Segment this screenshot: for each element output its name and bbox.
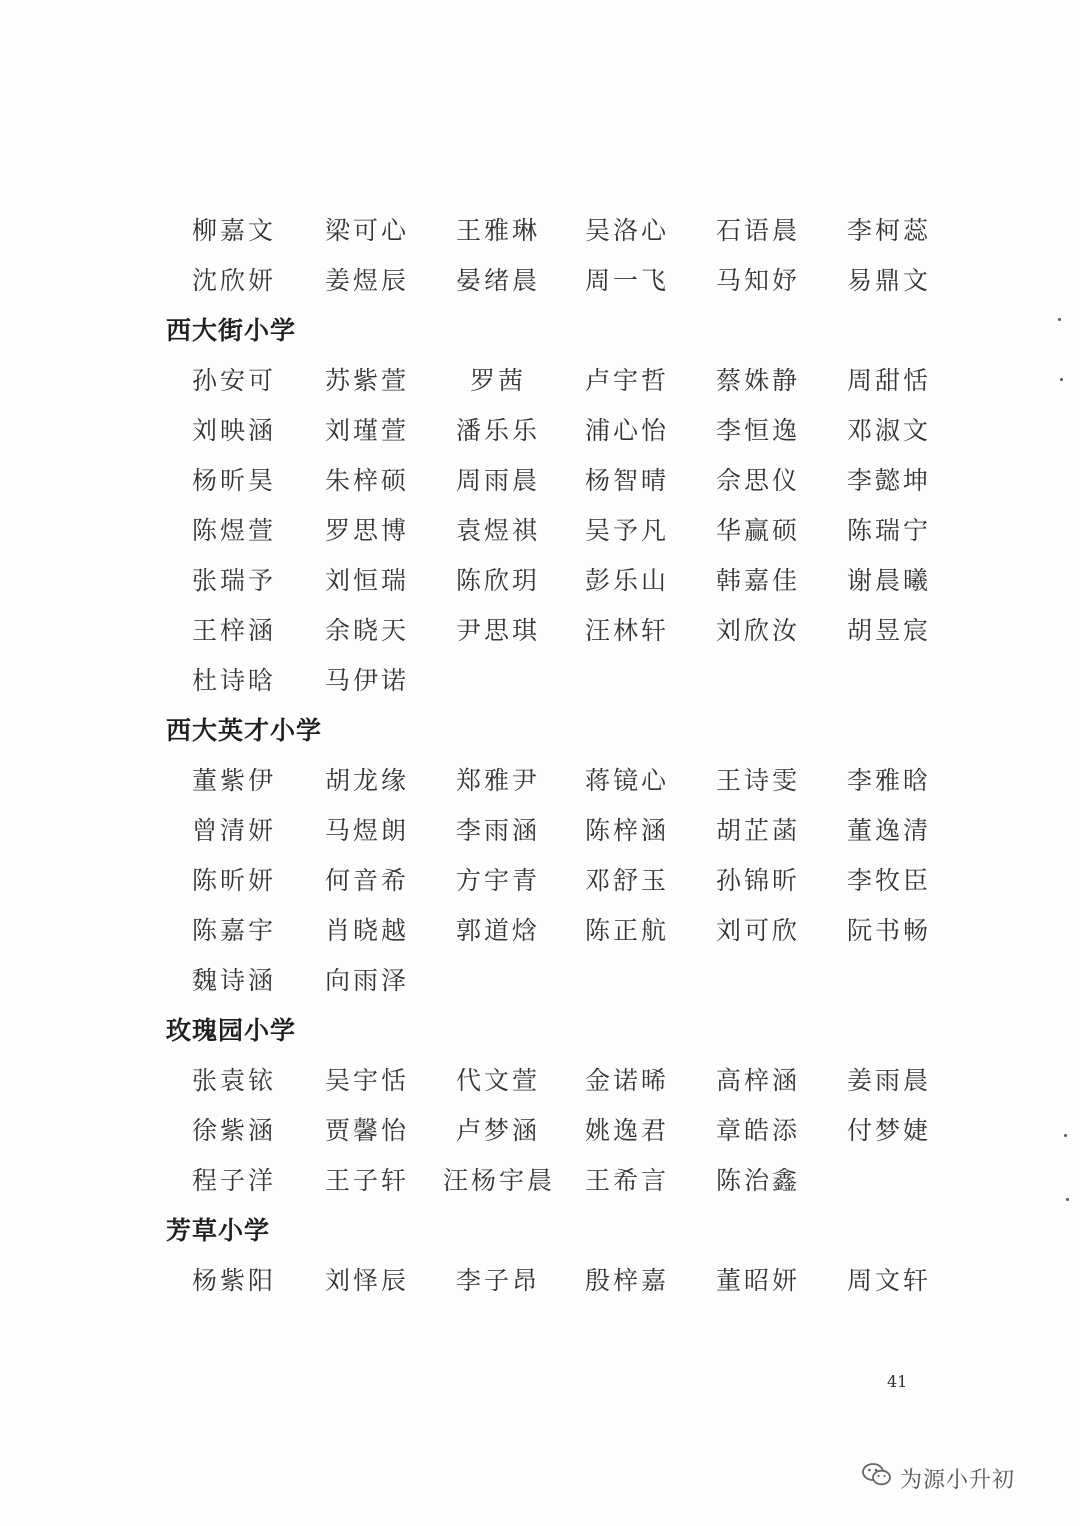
student-name: 马煜朗: [325, 816, 410, 845]
student-name: 韩嘉佳: [716, 566, 801, 595]
student-name: 周文轩: [847, 1266, 932, 1295]
student-name: 魏诗涵: [192, 966, 277, 995]
student-name: 王子轩: [325, 1166, 410, 1195]
student-name: 邓淑文: [847, 416, 932, 445]
student-name: 付梦婕: [847, 1116, 932, 1145]
student-name: 梁可心: [325, 216, 410, 245]
student-name: 柳嘉文: [192, 216, 277, 245]
name-row: [0, 1156, 1080, 1206]
student-name: 李懿坤: [847, 466, 932, 495]
student-name: 李柯蕊: [847, 216, 932, 245]
student-name: 李雅晗: [847, 766, 932, 795]
student-name: 金诺晞: [585, 1066, 670, 1095]
name-row: [0, 456, 1080, 506]
student-name: 周一飞: [585, 266, 670, 295]
student-name: 潘乐乐: [456, 416, 541, 445]
student-name: 胡昱宸: [847, 616, 932, 645]
watermark-text: 为源小升初: [900, 1467, 1016, 1493]
student-name: 彭乐山: [585, 566, 670, 595]
scan-speck: [1066, 1198, 1069, 1201]
student-name: 李恒逸: [716, 416, 801, 445]
student-list: [0, 206, 1080, 1306]
student-name: 汪杨宇晨: [443, 1166, 556, 1195]
watermark: [862, 1458, 1015, 1498]
student-name: 代文萱: [456, 1066, 541, 1095]
student-name: 刘瑾萱: [325, 416, 410, 445]
student-name: 刘怿辰: [325, 1266, 410, 1295]
school-heading: 西大英才小学: [166, 716, 323, 745]
student-name: 贾馨怡: [325, 1116, 410, 1145]
student-name: 晏绪晨: [456, 266, 541, 295]
student-name: 吴宇恬: [325, 1066, 410, 1095]
student-name: 华赢硕: [716, 516, 801, 545]
student-name: 姚逸君: [585, 1116, 670, 1145]
student-name: 尹思琪: [456, 616, 541, 645]
student-name: 张瑞予: [192, 566, 277, 595]
student-name: 朱梓硕: [325, 466, 410, 495]
name-row: [0, 606, 1080, 656]
student-name: 谢晨曦: [847, 566, 932, 595]
student-name: 陈欣玥: [456, 566, 541, 595]
student-name: 郭道焓: [456, 916, 541, 945]
student-name: 徐紫涵: [192, 1116, 277, 1145]
student-name: 李子昂: [456, 1266, 541, 1295]
wechat-icon: [862, 1462, 892, 1494]
student-name: 姜煜辰: [325, 266, 410, 295]
student-name: 王梓涵: [192, 616, 277, 645]
name-row: [0, 956, 1080, 1006]
student-name: 程子洋: [192, 1166, 277, 1195]
student-name: 蔡姝静: [716, 366, 801, 395]
student-name: 吴洛心: [585, 216, 670, 245]
student-name: 余晓天: [325, 616, 410, 645]
student-name: 杨昕昊: [192, 466, 277, 495]
student-name: 殷梓嘉: [585, 1266, 670, 1295]
student-name: 方宇青: [456, 866, 541, 895]
school-heading: 玫瑰园小学: [166, 1016, 297, 1045]
student-name: 杨紫阳: [192, 1266, 277, 1295]
student-name: 章皓添: [716, 1116, 801, 1145]
name-row: [0, 356, 1080, 406]
student-name: 胡龙缘: [325, 766, 410, 795]
student-name: 石语晨: [716, 216, 801, 245]
student-name: 卢梦涵: [456, 1116, 541, 1145]
student-name: 汪林轩: [585, 616, 670, 645]
student-name: 沈欣妍: [192, 266, 277, 295]
name-row: [0, 856, 1080, 906]
student-name: 阮书畅: [847, 916, 932, 945]
student-name: 陈昕妍: [192, 866, 277, 895]
name-row: [0, 756, 1080, 806]
student-name: 董昭妍: [716, 1266, 801, 1295]
name-row: [0, 506, 1080, 556]
student-name: 浦心怡: [585, 416, 670, 445]
name-row: [0, 206, 1080, 256]
student-name: 董紫伊: [192, 766, 277, 795]
school-heading: 芳草小学: [166, 1216, 271, 1245]
student-name: 陈正航: [585, 916, 670, 945]
student-name: 刘欣汝: [716, 616, 801, 645]
student-name: 袁煜祺: [456, 516, 541, 545]
name-row: [0, 1056, 1080, 1106]
student-name: 向雨泽: [325, 966, 410, 995]
scan-speck: [1064, 1134, 1067, 1137]
student-name: 高梓涵: [716, 1066, 801, 1095]
student-name: 董逸清: [847, 816, 932, 845]
scan-speck: [1058, 318, 1061, 321]
student-name: 周甜恬: [847, 366, 932, 395]
school-heading: 西大街小学: [166, 316, 297, 345]
student-name: 陈瑞宁: [847, 516, 932, 545]
student-name: 杨智晴: [585, 466, 670, 495]
name-row: [0, 406, 1080, 456]
student-name: 曾清妍: [192, 816, 277, 845]
name-row: [0, 1106, 1080, 1156]
student-name: 吴予凡: [585, 516, 670, 545]
student-name: 陈嘉宇: [192, 916, 277, 945]
student-name: 陈治鑫: [716, 1166, 801, 1195]
scan-speck: [1060, 378, 1063, 381]
student-name: 刘映涵: [192, 416, 277, 445]
student-name: 胡芷菡: [716, 816, 801, 845]
student-name: 罗思博: [325, 516, 410, 545]
student-name: 姜雨晨: [847, 1066, 932, 1095]
student-name: 蒋镜心: [585, 766, 670, 795]
student-name: 苏紫萱: [325, 366, 410, 395]
student-name: 孙锦昕: [716, 866, 801, 895]
name-row: [0, 656, 1080, 706]
student-name: 陈煜萱: [192, 516, 277, 545]
student-name: 刘恒瑞: [325, 566, 410, 595]
student-name: 郑雅尹: [456, 766, 541, 795]
student-name: 罗茜: [470, 366, 527, 395]
student-name: 易鼎文: [847, 266, 932, 295]
student-name: 王雅琳: [456, 216, 541, 245]
page-number: 41: [887, 1372, 908, 1391]
student-name: 肖晓越: [325, 916, 410, 945]
name-row: [0, 556, 1080, 606]
student-name: 李牧臣: [847, 866, 932, 895]
student-name: 邓舒玉: [585, 866, 670, 895]
student-name: 张袁铱: [192, 1066, 277, 1095]
name-row: [0, 806, 1080, 856]
student-name: 王希言: [585, 1166, 670, 1195]
student-name: 马伊诺: [325, 666, 410, 695]
student-name: 佘思仪: [716, 466, 801, 495]
student-name: 陈梓涵: [585, 816, 670, 845]
name-row: [0, 906, 1080, 956]
name-row: [0, 1256, 1080, 1306]
student-name: 杜诗晗: [192, 666, 277, 695]
student-name: 刘可欣: [716, 916, 801, 945]
student-name: 马知妤: [716, 266, 801, 295]
student-name: 卢宇哲: [585, 366, 670, 395]
student-name: 周雨晨: [456, 466, 541, 495]
name-row: [0, 256, 1080, 306]
student-name: 何音希: [325, 866, 410, 895]
student-name: 王诗雯: [716, 766, 801, 795]
student-name: 孙安可: [192, 366, 277, 395]
student-name: 李雨涵: [456, 816, 541, 845]
